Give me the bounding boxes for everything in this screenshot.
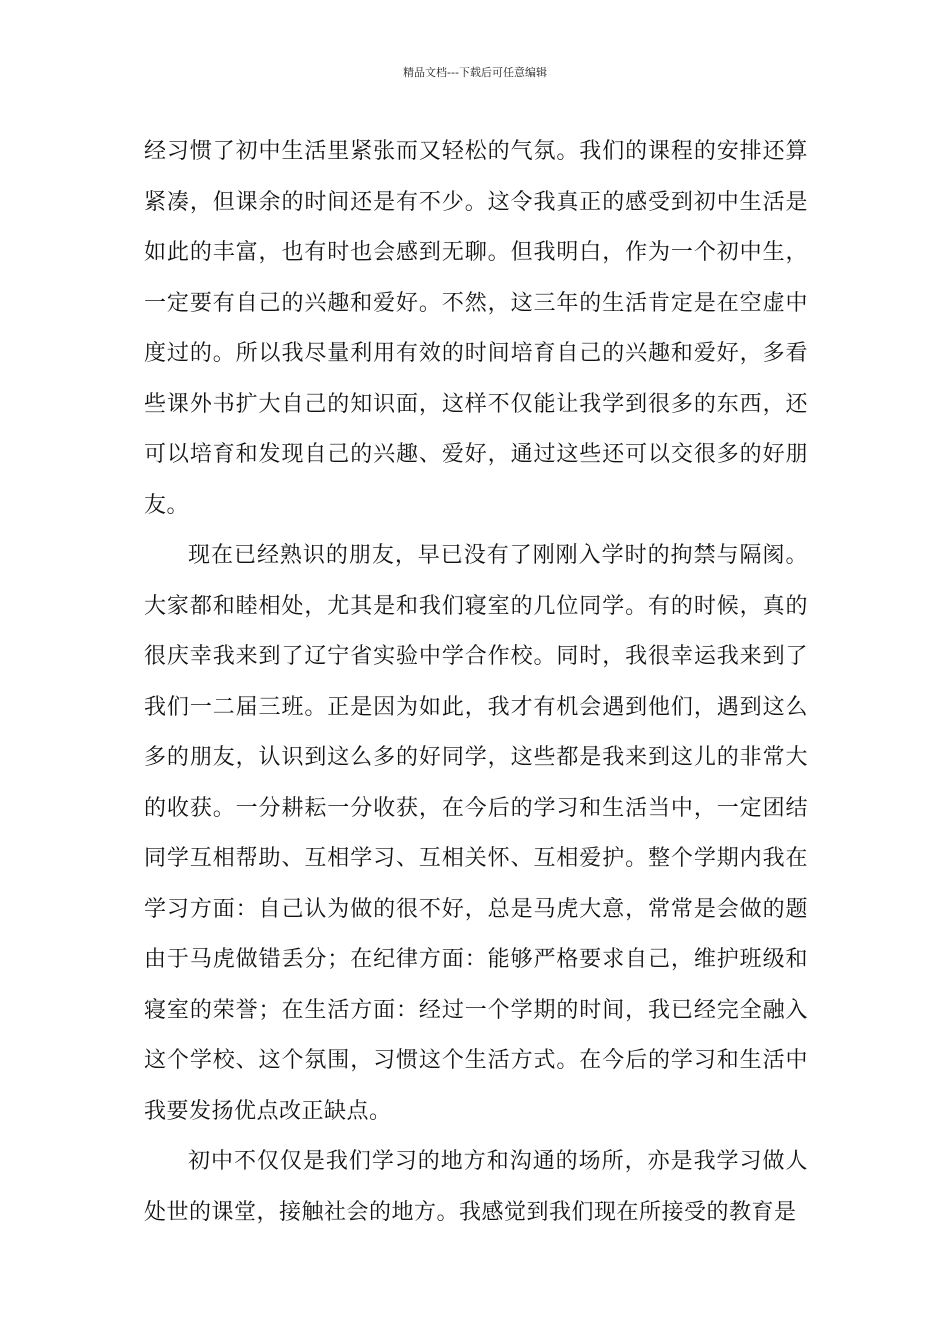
paragraph-3: 初中不仅仅是我们学习的地方和沟通的场所，亦是我学习做人处世的课堂，接触社会的地方。我感觉到我们现在所接受的教育是: [144, 1149, 808, 1225]
document-body: [144, 127, 808, 1238]
paragraph-1: 经习惯了初中生活里紧张而又轻松的气氛。我们的课程的安排还算紧凑，但课余的时间还是有不少。这令我真正的感受到初中生活是如此的丰富，也有时也会感到无聊。但我明白，作为一个初中生，一定要有自己的兴趣和爱好。不然，这三年的生活肯定是在空虚中度过的。所以我尽量利用有效的时间培育自己的兴趣和爱好，多看些课外书扩大自己的知识面，这样不仅能让我学到很多的东西，还可以培育和发现自己的兴趣、爱好，通过这些还可以交很多的好朋友。: [144, 139, 808, 518]
page-header: 精品文档---下载后可任意编辑: [403, 66, 547, 79]
paragraph-2: 现在已经熟识的朋友，早已没有了刚刚入学时的拘禁与隔阂。大家都和睦相处，尤其是和我们寝室的几位同学。有的时候，真的很庆幸我来到了辽宁省实验中学合作校。同时，我很幸运我来到了我们一二届三班。正是因为如此，我才有机会遇到他们，遇到这么多的朋友，认识到这么多的好同学，这些都是我来到这儿的非常大的收获。一分耕耘一分收获，在今后的学习和生活当中，一定团结同学互相帮助、互相学习、互相关怀、互相爱护。整个学期内我在学习方面：自己认为做的很不好，总是马虎大意，常常是会做的题由于马虎做错丢分；在纪律方面：能够严格要求自己，维护班级和寝室的荣誉；在生活方面：经过一个学期的时间，我已经完全融入这个学校、这个氛围，习惯这个生活方式。在今后的学习和生活中我要发扬优点改正缺点。: [144, 543, 808, 1124]
